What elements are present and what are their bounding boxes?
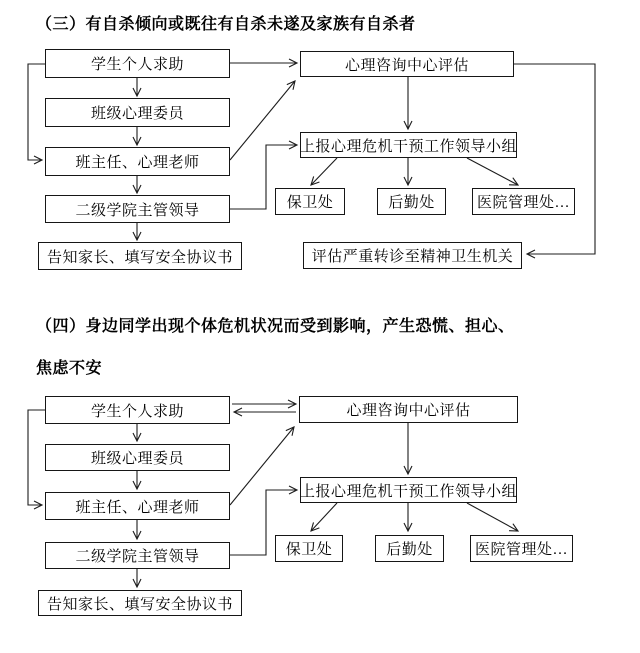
- s4-node-class-psych-committee: 班级心理委员: [45, 444, 230, 471]
- s3-node-security-office: 保卫处: [275, 188, 345, 215]
- s4-arrow-teacher-to-center: [230, 427, 294, 505]
- s3-arrow-center-to-referral: [514, 64, 595, 254]
- s4-arrow-group-to-security: [311, 503, 337, 531]
- s3-arrow-group-to-security: [311, 158, 337, 185]
- s4-arrow-group-to-hospital: [467, 503, 518, 531]
- s3-node-head-teacher-psych-teacher: 班主任、心理老师: [45, 147, 230, 176]
- section-3-heading: （三）有自杀倾向或既往有自杀未遂及家族有自杀者: [36, 16, 416, 33]
- s3-node-severe-referral-mental-health: 评估严重转诊至精神卫生机关: [303, 242, 522, 269]
- s4-node-head-teacher-psych-teacher: 班主任、心理老师: [45, 492, 230, 520]
- s3-node-college-leader: 二级学院主管领导: [45, 195, 230, 223]
- s4-node-report-crisis-leadership-group: 上报心理危机干预工作领导小组: [300, 477, 517, 503]
- s3-node-student-help: 学生个人求助: [45, 49, 230, 78]
- s3-arrow-student-bypass-teacher: [28, 64, 45, 160]
- s3-node-logistics-office: 后勤处: [377, 188, 446, 215]
- s3-node-report-crisis-leadership-group: 上报心理危机干预工作领导小组: [300, 132, 517, 158]
- s3-node-hospital-management-office: 医院管理处…: [472, 188, 575, 215]
- section-4-heading-line-1: （四）身边同学出现个体危机状况而受到影响，产生恐慌、担心、: [36, 318, 515, 335]
- s3-node-class-psych-committee: 班级心理委员: [45, 98, 230, 127]
- s4-node-counseling-center-assessment: 心理咨询中心评估: [299, 396, 518, 423]
- s3-arrow-group-to-hospital: [467, 158, 518, 185]
- s4-node-logistics-office: 后勤处: [375, 535, 444, 562]
- section-4-heading-line-2: 焦虑不安: [36, 360, 103, 377]
- s4-node-inform-parents-agreement: 告知家长、填写安全协议书: [38, 590, 242, 616]
- s4-node-student-help: 学生个人求助: [45, 396, 230, 424]
- s4-node-college-leader: 二级学院主管领导: [45, 542, 230, 569]
- s3-node-counseling-center-assessment: 心理咨询中心评估: [300, 51, 514, 77]
- s3-node-inform-parents-agreement: 告知家长、填写安全协议书: [38, 242, 242, 270]
- s3-arrow-teacher-to-center: [230, 81, 295, 160]
- s4-node-hospital-management-office: 医院管理处…: [470, 535, 573, 562]
- s4-node-security-office: 保卫处: [275, 535, 343, 562]
- s4-arrow-student-bypass-teacher: [28, 410, 45, 505]
